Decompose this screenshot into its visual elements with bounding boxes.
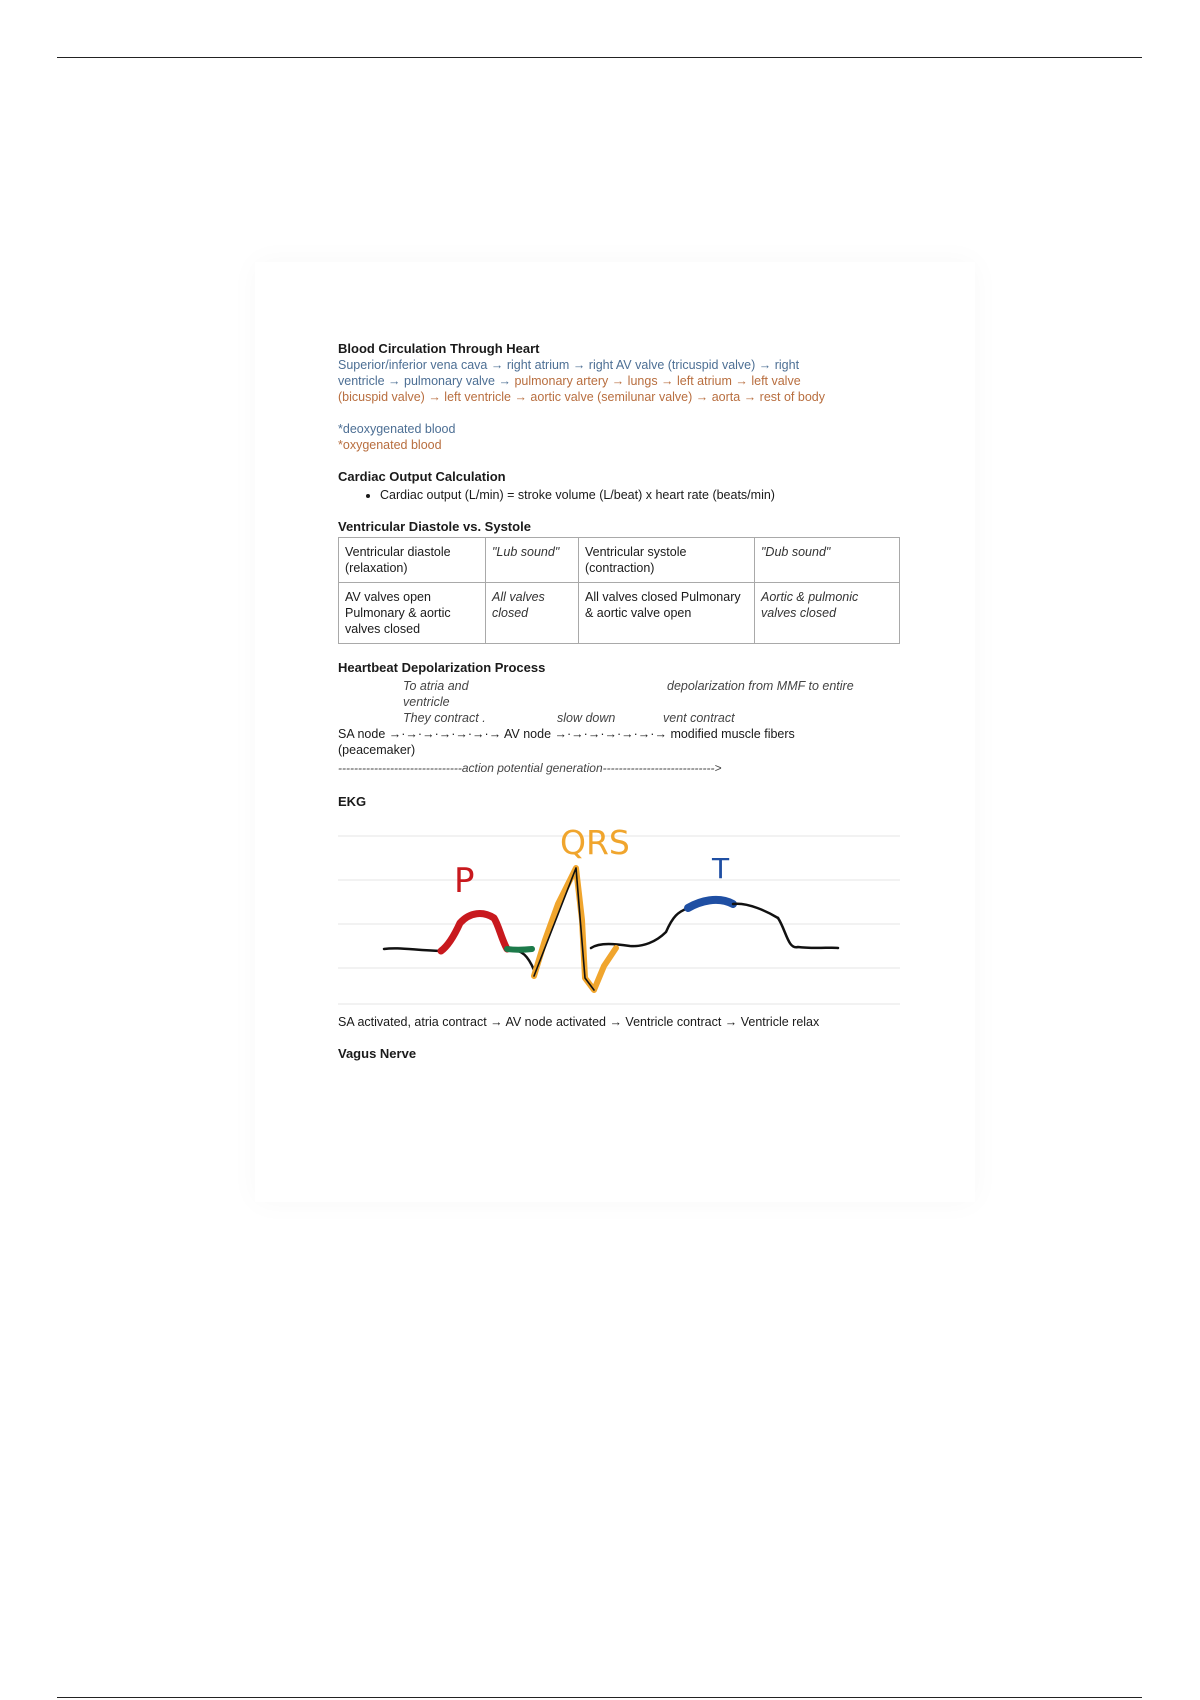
note-they-contract: They contract . [403, 711, 486, 725]
circulation-line-3: (bicuspid valve) → left ventricle → aortic valve (semilunar valve) → aorta → rest of body [338, 390, 825, 404]
table-cell: All valves closed Pulmonary & aortic valve open [579, 583, 755, 644]
ekg-caption: SA activated, atria contract → AV node activated → Ventricle contract → Ventricle relax [338, 1015, 820, 1029]
note-depolarization: depolarization from MMF to entire [667, 679, 854, 693]
table-cell: Aortic & pulmonic valves closed [755, 583, 900, 644]
ekg-t-wave [688, 900, 733, 908]
table-cell: "Lub sound" [486, 538, 579, 583]
depolarization-diagram [338, 678, 908, 778]
note-vent-contract: vent contract [663, 711, 735, 725]
circulation-line-2 [338, 373, 908, 389]
ekg-heading: EKG [338, 794, 367, 809]
circulation-heading: Blood Circulation Through Heart [338, 341, 540, 356]
depolarization-heading: Heartbeat Depolarization Process [338, 660, 546, 675]
circulation-line-2-oxy: pulmonary artery → lungs → left atrium → left valve [514, 374, 801, 388]
table-cell: Ventricular diastole (relaxation) [339, 538, 486, 583]
top-rule [57, 57, 1142, 58]
ekg-qrs-complex [534, 868, 616, 990]
ekg-t-wave-tail [733, 904, 778, 918]
note-atria-ventricle: To atria and ventricle [403, 679, 469, 709]
ekg-p-wave [441, 914, 507, 951]
ekg-label-p: P [454, 861, 475, 901]
conduction-flow: SA node →·→·→·→·→·→·→ AV node →·→·→·→·→·→·→ modified muscle fibers [338, 727, 795, 741]
ekg-drawing [338, 816, 900, 1006]
cardiac-output-formula: • Cardiac output (L/min) = stroke volume (L/beat) x heart rate (beats/min) [380, 487, 908, 503]
vagus-heading: Vagus Nerve [338, 1046, 417, 1061]
cardiac-output-heading: Cardiac Output Calculation [338, 469, 506, 484]
cardiac-output-list [338, 487, 908, 503]
table-cell: AV valves open Pulmonary & aortic valves closed [339, 583, 486, 644]
bottom-rule [57, 1697, 1142, 1698]
document-content [338, 341, 908, 1062]
legend-oxygenated: *oxygenated blood [338, 438, 442, 452]
table-cell: Ventricular systole (contraction) [579, 538, 755, 583]
note-slow-down: slow down [557, 711, 616, 725]
ekg-label-t: T [712, 852, 730, 885]
ekg-figure [338, 816, 900, 1006]
table-cell: "Dub sound" [755, 538, 900, 583]
ekg-label-qrs: QRS [560, 823, 630, 862]
circulation-line-1: Superior/inferior vena cava → right atrium → right AV valve (tricuspid valve) → right [338, 358, 800, 372]
table-row [339, 583, 900, 644]
legend-deoxygenated: *deoxygenated blood [338, 422, 456, 436]
diastole-systole-heading: Ventricular Diastole vs. Systole [338, 519, 531, 534]
action-potential-arrow: -------------------------------action potential generation----------------------------> [338, 761, 722, 775]
ekg-pr-segment [507, 949, 532, 950]
table-cell: All valves closed [486, 583, 579, 644]
diastole-systole-table [338, 537, 900, 644]
table-row [339, 538, 900, 583]
conduction-flow-sub: (peacemaker) [338, 743, 416, 757]
circulation-line-2-deoxy: ventricle → pulmonary valve → [338, 374, 515, 388]
